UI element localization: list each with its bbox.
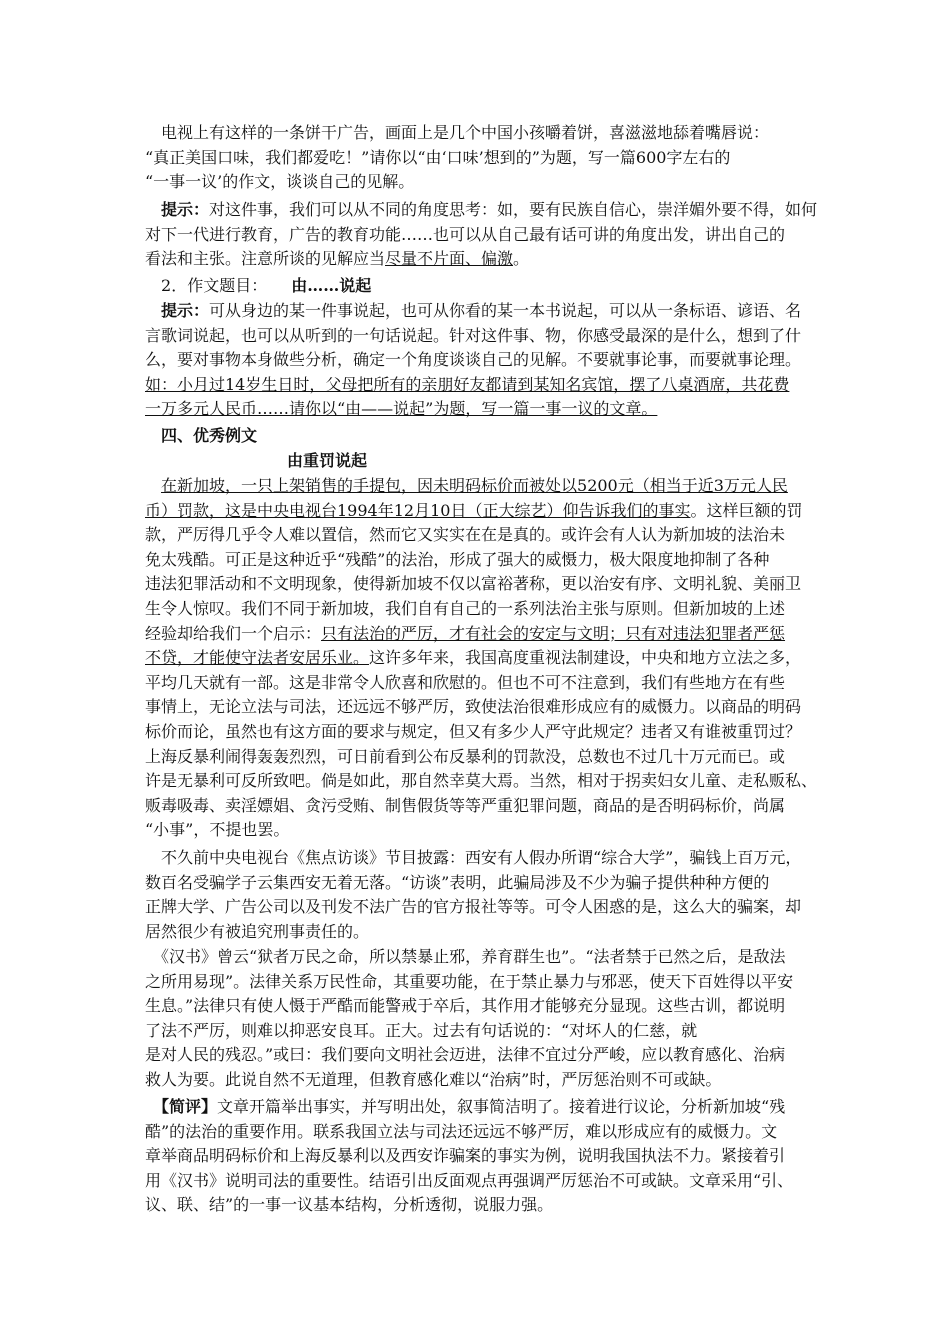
section-title: 四、优秀例文: [161, 426, 258, 445]
text-line: 不久前中央电视台《焦点访谈》节目披露：西安有人假办所谓“综合大学”，骗钱上百万元，: [145, 848, 802, 867]
text-line: 议、联、结”的一事一议基本结构，分析透彻，说服力强。: [145, 1195, 554, 1215]
text-line: 之所用易现”。法律关系万民性命，其重要功能，在于禁止暴力与邪恶，使天下百姓得以平安: [145, 971, 794, 991]
text-line: “小事”，不提也罢。: [145, 820, 290, 840]
essay-paragraph-3: [145, 945, 810, 1093]
text-line: 贩毒吸毒、卖淫嫖娼、贪污受贿、制售假货等等严重犯罪问题，商品的是否明码标价，尚属: [145, 795, 786, 815]
underlined-text: 尽量不片面、偏激: [385, 249, 514, 269]
review-label: 【简评】: [161, 1097, 218, 1116]
text-segment: 。: [513, 249, 530, 269]
text-line: 救人为要。此说自然不无道理，但教育感化难以“治病”时，严厉惩治则不可或缺。: [145, 1069, 722, 1089]
essay-title: 由重罚说起: [287, 451, 368, 470]
text-line: 上海反暴利闹得轰轰烈烈，可日前看到公布反暴利的罚款没，总数也不过几十万元而已。或: [145, 746, 786, 766]
text-line: 居然很少有被追究刑事责任的。: [145, 921, 370, 941]
hint-label: 提示：: [161, 301, 210, 320]
text-segment: 文章开篇举出事实，并写明出处，叙事简洁明了。接着进行议论，分析新加坡“残: [217, 1097, 786, 1116]
topic-number: 2．作文题目：: [161, 276, 260, 295]
text-line: 生息。”法律只有使人慑于严酷而能警戒于卒后，其作用才能够充分显现。这些古训，都说明: [145, 996, 786, 1016]
text-line: 用《汉书》说明司法的重要性。结语引出反面观点再强调严厉惩治不可或缺。文章采用“引、: [145, 1170, 794, 1190]
hint-label: 提示：: [161, 200, 210, 219]
text-line: 免太残酷。可正是这种近乎“残酷”的法治，形成了强大的威慑力，极大限度地抑制了各种: [145, 549, 770, 569]
text-line: 了法不严厉，则难以抑恶安良耳。正大。过去有句话说的：“对坏人的仁慈，就: [145, 1020, 698, 1040]
underlined-text-line: 一万多元人民币……请你以“由——说起”为题，写一篇一事一议的文章。: [145, 399, 658, 419]
text-line: 么，要对事物本身做些分析，确定一个角度谈谈自己的见解。不要就事论事，而要就事论理。: [145, 350, 802, 370]
hint-paragraph-1: [145, 198, 818, 272]
text-line: 平均几天就有一部。这是非常令人欣喜和欣慰的。但也不可不注意到，我们有些地方在有些: [145, 672, 786, 692]
text-line: 是对人民的残忍。”或曰：我们要向文明社会迈进，法律不宜过分严峻，应以教育感化、治病: [145, 1045, 786, 1065]
text-line: 款，严厉得几乎令人难以置信，然而它又实实在在是真的。或许会有人认为新加坡的法治未: [145, 525, 786, 545]
text-segment: 对这件事，我们可以从不同的角度思考：如，要有民族自信心，崇洋媚外要不得，如何: [209, 200, 818, 219]
text-line: 电视上有这样的一条饼干广告，画面上是几个中国小孩嚼着饼，喜滋滋地舔着嘴唇说：: [145, 123, 770, 142]
text-line: 酷”的法治的重要作用。联系我国立法与司法还远远不够严厉，难以形成应有的威慑力。文: [145, 1121, 778, 1141]
underlined-text: 只有法治的严厉，才有社会的安定与文明；只有对违法犯罪者严惩: [321, 623, 786, 643]
text-line: 正牌大学、广告公司以及刊发不法广告的官方报社等等。可令人困惑的是，这么大的骗案，却: [145, 897, 802, 917]
section-heading: [145, 424, 810, 449]
essay-paragraph-2: [145, 846, 810, 944]
text-segment: 。这样巨额的罚: [690, 500, 803, 520]
text-line: “一事一议’的作文，谈谈自己的见解。: [145, 172, 415, 192]
topic-title: 由……说起: [291, 276, 372, 295]
text-line: 数百名受骗学子云集西安无着无落。“访谈”表明，此骗局涉及不少为骗子提供种种方便的: [145, 872, 770, 892]
text-line: 事情上，无论立法与司法，还远远不够严厉，致使法治很难形成应有的威慑力。以商品的明码: [145, 697, 802, 717]
text-line: 生令人惊叹。我们不同于新加坡，我们自有自己的一系列法治主张与原则。但新加坡的上述: [145, 598, 786, 618]
underlined-text: 在新加坡，一只上架销售的手提包，因未明码标价而被处以5200元（相当于近3万元人民: [161, 476, 788, 495]
topic-heading-2: [145, 274, 810, 299]
underlined-text: 不贷，才能使守法者安居乐业。: [145, 648, 370, 668]
hint-paragraph-2: [145, 299, 810, 422]
text-line: 《汉书》曾云“狱者万民之命，所以禁暴止邪，养育群生也”。“法者禁于已然之后，是敌法: [145, 947, 786, 966]
text-line: 许是无暴利可反所致吧。倘是如此，那自然幸莫大焉。当然，相对于拐卖妇女儿童、走私贩私、: [145, 771, 818, 791]
review-paragraph: [145, 1095, 810, 1218]
text-line: 章举商品明码标价和上海反暴利以及西安诈骗案的事实为例，说明我国执法不力。紧接着引: [145, 1146, 786, 1166]
text-segment: 可从身边的某一件事说起，也可从你看的某一本书说起，可以从一条标语、谚语、名: [209, 301, 802, 320]
text-segment: 经验却给我们一个启示：: [145, 623, 322, 643]
text-line: 言歌词说起，也可以从听到的一句话说起。针对这件事、物，你感受最深的是什么，想到了什: [145, 325, 802, 345]
text-line: 标价而论，虽然也有这方面的要求与规定，但又有多少人严守此规定？违者又有谁被重罚过？: [145, 721, 802, 741]
text-line: 对下一代进行教育，广告的教育功能……也可以从自己最有话可讲的角度出发，讲出自己的: [145, 224, 786, 244]
text-segment: 这许多年来，我国高度重视法制建设，中央和地方立法之多，: [369, 648, 802, 668]
intro-paragraph: [145, 121, 810, 195]
underlined-text-line: 如：小月过14岁生日时，父母把所有的亲朋好友都请到某知名宾馆，摆了八桌酒席，共花费: [145, 374, 790, 394]
text-line: 违法犯罪活动和不文明现象，使得新加坡不仅以富裕著称，更以治安有序、文明礼貌、美丽卫: [145, 574, 802, 594]
underlined-text: 币）罚款，这是中央电视台1994年12月10日（正大综艺）仰告诉我们的事实: [145, 500, 691, 520]
essay-paragraph-1: [145, 474, 818, 843]
text-line: “真正美国口味，我们都爱吃！”请你以“由‘口味’想到的”为题，写一篇600字左右的: [145, 147, 731, 167]
text-segment: 看法和主张。注意所谈的见解应当: [145, 249, 386, 269]
